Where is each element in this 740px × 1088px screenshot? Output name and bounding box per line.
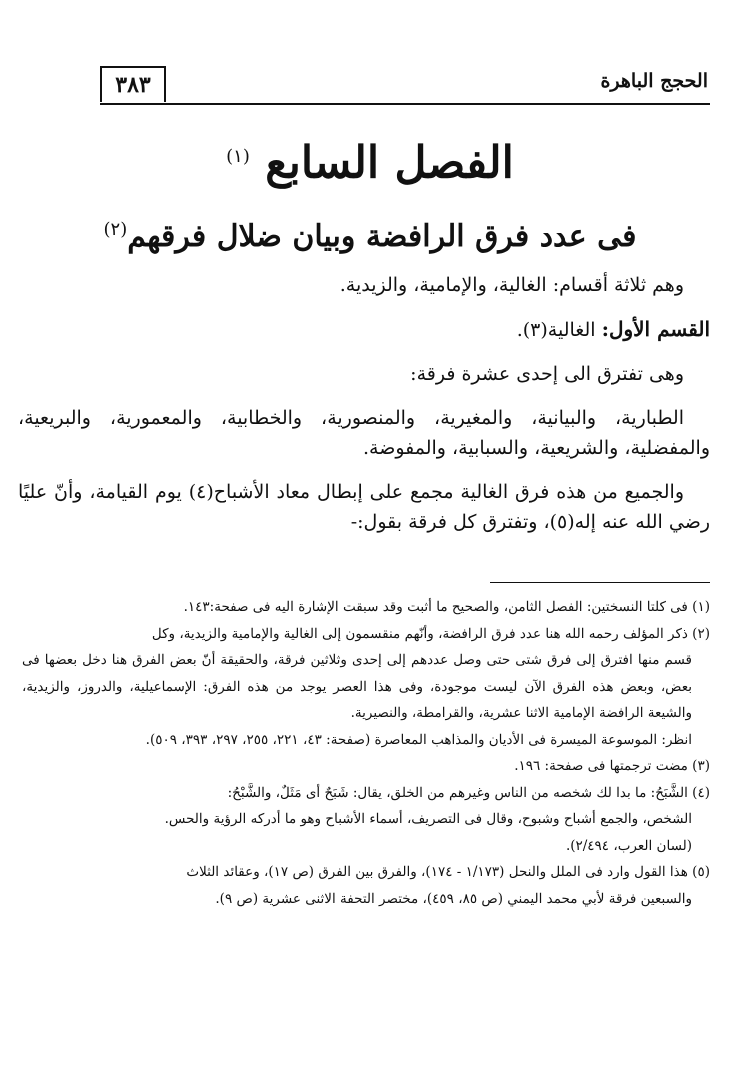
footnote-1: (١) فى كلتا النسختين: الفصل الثامن، والصحيح ما أثبت وقد سبقت الإشارة اليه فى صفحة:١٤٣. — [183, 599, 710, 615]
header-rule — [100, 103, 710, 105]
footnote-2: (٢) ذكر المؤلف رحمه الله هنا عدد فرق الرافضة، وأنّهم منقسمون إلى الغالية والإمامية والزيدية، وكل — [151, 625, 710, 642]
paragraph-sects-count: وهى تفترق الى إحدى عشرة فرقة: — [410, 363, 684, 385]
first-division-text: الغالية(٣). — [516, 319, 596, 341]
paragraph-first-division — [18, 314, 710, 345]
footnote-2-continued: قسم منها افترق إلى فرق شتى حتى وصل عددهم إلى إحدى وثلاثين فرقة، والحقيقة أنّ بعض الفرق هنا دخل بعضها فى بعض، وبعض هذه الفرق الآن ليست موجودة، وفى هذا العصر يوجد من هذه الفرق: الإسماعيلية، والدروز، والزيدية، والشيعة الرافضة الإمامية الاثنا عشرية، والقرامطة، والنصيرية. — [22, 652, 692, 721]
footnotes — [22, 594, 710, 912]
footnote-5-continued: والسبعين فرقة لأبي محمد اليمني (ص ٨٥، ٤٥٩)، مختصر التحفة الاثنى عشرية (ص ٩). — [215, 890, 692, 907]
main-text — [18, 270, 710, 551]
footnote-2-reference: انظر: الموسوعة الميسرة فى الأديان والمذاهب المعاصرة (صفحة: ٤٣، ٢٢١، ٢٥٥، ٢٩٧، ٣٩٣، ٥٠٩). — [145, 731, 692, 748]
running-title: الحجج الباهرة — [600, 70, 708, 92]
chapter-title-text: الفصل السابع — [265, 137, 514, 189]
first-division-heading: القسم الأول: — [601, 317, 710, 341]
subtitle-note-marker: (٢) — [103, 219, 128, 240]
footnote-3: (٣) مضت ترجمتها فى صفحة: ١٩٦. — [514, 758, 710, 774]
footnote-4: (٤) الشَّبَحُ: ما بدا لك شخصه من الناس وغيرهم من الخلق، يقال: شَبَحٌ أى مَثَلٌ، والشَّبْحُ: — [227, 784, 710, 801]
page-number: ٣٨٣ — [100, 66, 166, 102]
footnote-4-reference: (لسان العرب، ٢/٤٩٤). — [565, 837, 692, 854]
footnote-5: (٥) هذا القول وارد فى الملل والنحل (١/١٧٣ - ١٧٤)، والفرق بين الفرق (ص ١٧)، وعقائد الثلاث — [186, 864, 710, 880]
chapter-note-marker: (١) — [226, 146, 250, 167]
paragraph-sects-list: الطبارية، والبيانية، والمغيرية، والمنصورية، والخطابية، والمعمورية، والبريعية، والمفضلية، والشريعية، والسبابية، والمفوضة. — [18, 407, 710, 459]
section-subtitle — [0, 208, 740, 259]
chapter-title — [0, 125, 740, 196]
footnote-rule — [490, 582, 710, 583]
subtitle-text: فى عدد فرق الرافضة وبيان ضلال فرقهم — [127, 219, 637, 254]
paragraph-divisions: وهم ثلاثة أقسام: الغالية، والإمامية، والزيدية. — [339, 274, 684, 296]
footnote-4-continued: الشخص، والجمع أشباح وشبوح، وقال فى التصريف، أسماء الأشباح وهو ما أدركه الرؤية والحس. — [164, 811, 692, 827]
paragraph-common-belief: والجميع من هذه فرق الغالية مجمع على إبطال معاد الأشباح(٤) يوم القيامة، وأنّ عليًا رضي الله عنه إله(٥)، وتفترق كل فرقة بقول:- — [18, 481, 710, 533]
